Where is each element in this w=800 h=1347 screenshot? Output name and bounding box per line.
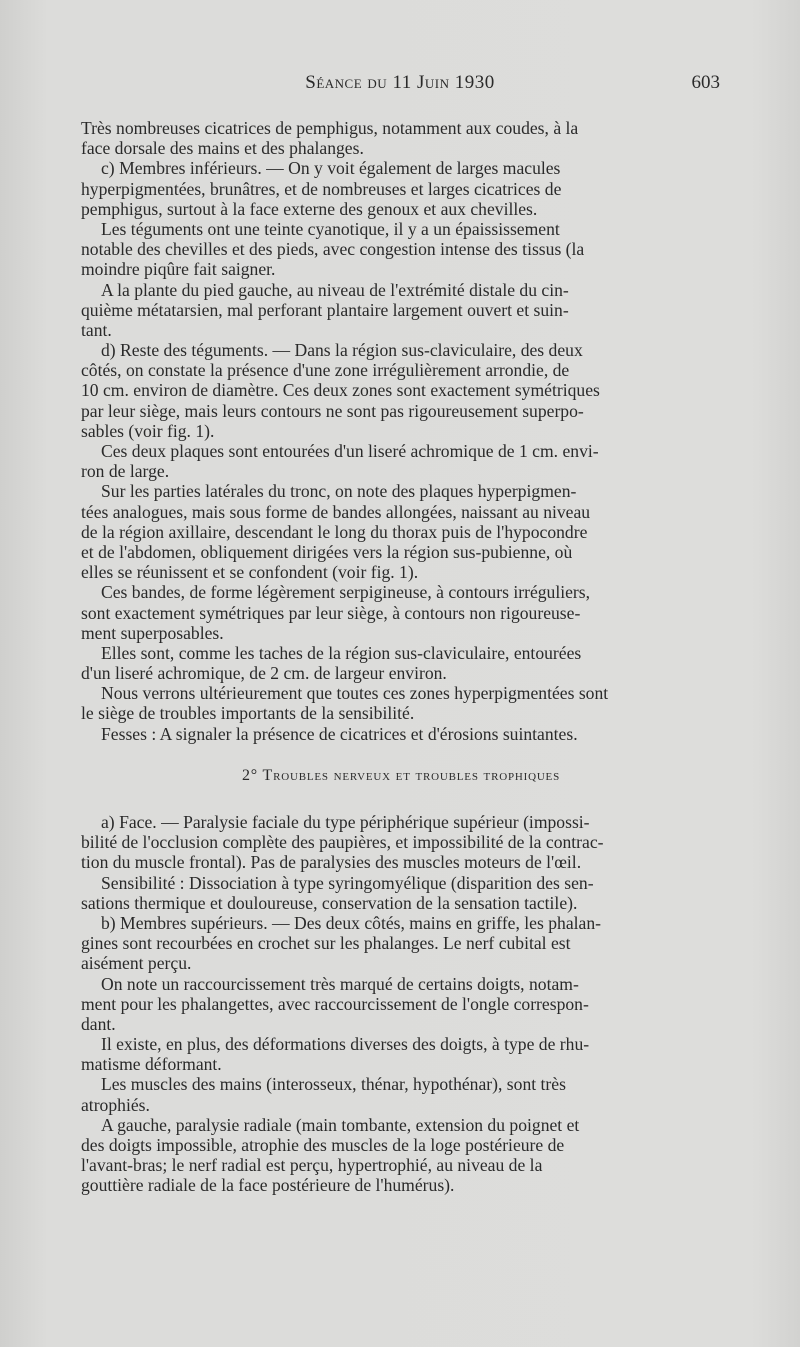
text-line: sations thermique et douloureuse, conservation de la sensation tactile). — [81, 892, 578, 913]
text-line: pemphigus, surtout à la face externe des genoux et aux chevilles. — [81, 198, 538, 219]
text-line: notable des chevilles et des pieds, avec congestion intense des tissus (la — [81, 239, 585, 260]
text-line: de la région axillaire, descendant le long du thorax puis de l'hypocondre — [81, 521, 588, 542]
text-line: quième métatarsien, mal perforant plantaire largement ouvert et suin- — [81, 299, 569, 320]
text-line: a) Face. — Paralysie faciale du type périphérique supérieur (impossi- — [101, 812, 590, 833]
text-line: d) Reste des téguments. — Dans la région sus-claviculaire, des deux — [101, 340, 583, 361]
body-text — [81, 118, 721, 1196]
text-line: aisément perçu. — [81, 953, 192, 974]
text-line: b) Membres supérieurs. — Des deux côtés, mains en griffe, les phalan- — [101, 912, 601, 933]
text-line: tion du muscle frontal). Pas de paralysies des muscles moteurs de l'œil. — [81, 852, 582, 873]
page-header — [80, 72, 720, 100]
text-line: hyperpigmentées, brunâtres, et de nombreuses et larges cicatrices de — [81, 178, 562, 199]
text-line: Les muscles des mains (interosseux, thénar, hypothénar), sont très — [101, 1074, 566, 1095]
text-line: moindre piqûre fait saigner. — [81, 259, 276, 280]
text-line: ment superposables. — [81, 622, 224, 643]
text-line: matisme déformant. — [81, 1054, 222, 1075]
text-line: gines sont recourbées en crochet sur les phalanges. Le nerf cubital est — [81, 933, 571, 954]
text-line: par leur siège, mais leurs contours ne sont pas rigoureusement superpo- — [81, 400, 584, 421]
text-line: tées analogues, mais sous forme de bandes allongées, naissant au niveau — [81, 501, 591, 522]
text-line: Ces deux plaques sont entourées d'un liseré achromique de 1 cm. envi- — [101, 441, 599, 461]
running-title: Séance du 11 Juin 1930 — [305, 72, 495, 93]
text-line: Sur les parties latérales du tronc, on note des plaques hyperpigmen- — [101, 481, 577, 502]
text-line: le siège de troubles importants de la sensibilité. — [81, 703, 415, 724]
text-line: c) Membres inférieurs. — On y voit également de larges macules — [101, 158, 561, 179]
text-line: Elles sont, comme les taches de la région sus-claviculaire, entourées — [101, 642, 582, 663]
text-line: l'avant-bras; le nerf radial est perçu, hypertrophié, au niveau de la — [81, 1155, 543, 1176]
text-line: A gauche, paralysie radiale (main tombante, extension du poignet et — [101, 1114, 580, 1135]
text-line: face dorsale des mains et des phalanges. — [81, 138, 364, 159]
text-line: côtés, on constate la présence d'une zone irrégulièrement arrondie, de — [81, 360, 570, 381]
text-line: dant. — [81, 1013, 116, 1034]
text-line: Très nombreuses cicatrices de pemphigus, notamment aux coudes, à la — [81, 118, 579, 138]
text-line: sables (voir fig. 1). — [81, 420, 215, 441]
text-line: tant. — [81, 319, 112, 340]
text-line: bilité de l'occlusion complète des paupières, et impossibilité de la contrac- — [81, 832, 604, 853]
text-line: gouttière radiale de la face postérieure de l'humérus). — [81, 1175, 455, 1196]
text-line: des doigts impossible, atrophie des muscles de la loge postérieure de — [81, 1135, 565, 1156]
text-line: d'un liseré achromique, de 2 cm. de largeur environ. — [81, 663, 447, 684]
text-line: et de l'abdomen, obliquement dirigées vers la région sus-pubienne, où — [81, 541, 573, 562]
text-line: Ces bandes, de forme légèrement serpigineuse, à contours irréguliers, — [101, 582, 591, 603]
text-line: Nous verrons ultérieurement que toutes ces zones hyperpigmentées sont — [101, 683, 609, 704]
text-line: Sensibilité : Dissociation à type syringomyélique (disparition des sen- — [101, 872, 594, 893]
text-line: ment pour les phalangettes, avec raccourcissement de l'ongle correspon- — [81, 993, 589, 1014]
text-line: sont exactement symétriques par leur siège, à contours non rigoureuse- — [81, 602, 581, 623]
page-number: 603 — [691, 72, 720, 93]
text-line: On note un raccourcissement très marqué de certains doigts, notam- — [101, 973, 579, 994]
text-line: ron de large. — [81, 461, 170, 482]
text-line: atrophiés. — [81, 1094, 150, 1115]
text-line: Il existe, en plus, des déformations diverses des doigts, à type de rhu- — [101, 1034, 590, 1055]
text-line: Les téguments ont une teinte cyanotique, il y a un épaississement — [101, 218, 560, 239]
text-line: elles se réunissent et se confondent (voir fig. 1). — [81, 562, 419, 583]
text-line: A la plante du pied gauche, au niveau de l'extrémité distale du cin- — [101, 279, 569, 300]
text-line: Fesses : A signaler la présence de cicatrices et d'érosions suintantes. — [101, 723, 578, 744]
section-heading: 2° Troubles nerveux et troubles trophiques — [242, 766, 560, 784]
text-line: 10 cm. environ de diamètre. Ces deux zones sont exactement symétriques — [81, 380, 600, 401]
